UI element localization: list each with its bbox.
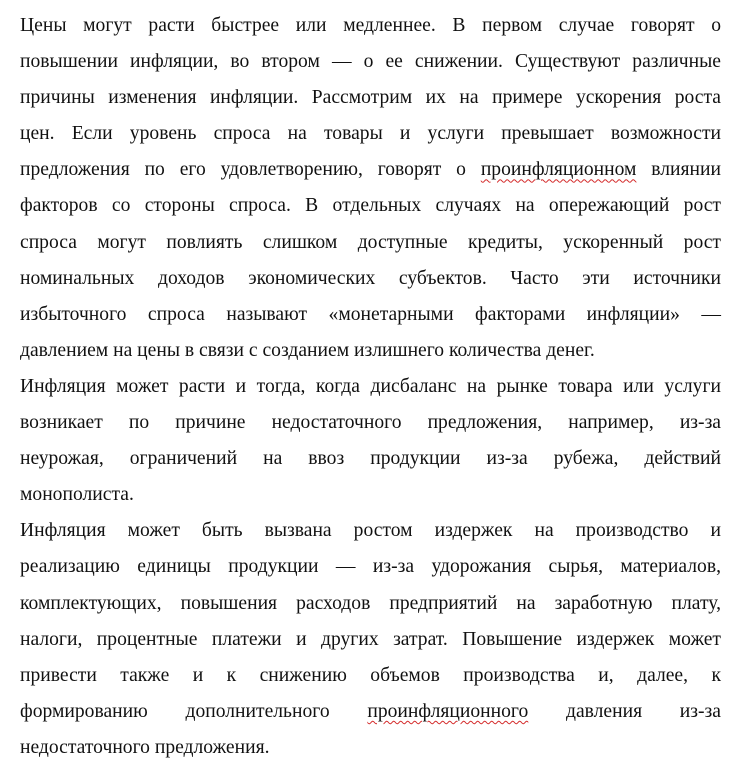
text-line: монополиста. <box>20 484 134 506</box>
text-line: спроса могут повлиять слишком доступные кредиты, ускоренный рост <box>20 231 721 253</box>
text-line: привести также и к снижению объемов производства и, далее, к <box>20 664 721 686</box>
document-page[interactable] <box>20 8 721 766</box>
text-line: причины изменения инфляции. Рассмотрим их на примере ускорения роста <box>20 87 721 109</box>
text-line: неурожая, ограничений на ввоз продукции из-за рубежа, действий <box>20 448 721 470</box>
text-line: Инфляция может расти и тогда, когда дисбаланс на рынке товара или услуги <box>20 375 721 397</box>
paragraph-demand-inflation <box>20 8 721 369</box>
spellcheck-flagged-word[interactable]: проинфляционного <box>367 700 529 722</box>
text-line: комплектующих, повышения расходов предприятий на заработную плату, <box>20 592 721 614</box>
text-fragment: влиянии <box>636 159 722 181</box>
text-line <box>20 152 721 188</box>
text-fragment: формированию дополнительного <box>20 700 368 722</box>
text-line <box>20 694 721 730</box>
text-line: реализацию единицы продукции — из-за удорожания сырья, материалов, <box>20 556 721 578</box>
text-line: Цены могут расти быстрее или медленнее. В первом случае говорят о <box>20 15 721 36</box>
spellcheck-flagged-word[interactable]: проинфляционном <box>480 159 637 181</box>
text-fragment: давления из-за <box>528 700 721 722</box>
text-line: недостаточного предложения. <box>20 736 270 758</box>
text-line: возникает по причине недостаточного предложения, например, из-за <box>20 412 721 434</box>
paragraph-cost-inflation <box>20 513 721 766</box>
text-fragment: предложения по его удовлетворению, говорят о <box>20 159 481 181</box>
text-line: Инфляция может быть вызвана ростом издержек на производство и <box>20 520 721 542</box>
text-line: давлением на цены в связи с созданием излишнего количества денег. <box>20 339 595 361</box>
text-line: цен. Если уровень спроса на товары и услуги превышает возможности <box>20 123 721 145</box>
paragraph-supply-inflation <box>20 369 721 513</box>
text-line: избыточного спроса называют «монетарными факторами инфляции» — <box>20 303 721 325</box>
text-line: налоги, процентные платежи и других затрат. Повышение издержек может <box>20 628 721 650</box>
text-line: факторов со стороны спроса. В отдельных случаях на опережающий рост <box>20 195 721 217</box>
text-line: повышении инфляции, во втором — о ее снижении. Существуют различные <box>20 51 721 73</box>
text-line: номинальных доходов экономических субъектов. Часто эти источники <box>20 267 721 289</box>
